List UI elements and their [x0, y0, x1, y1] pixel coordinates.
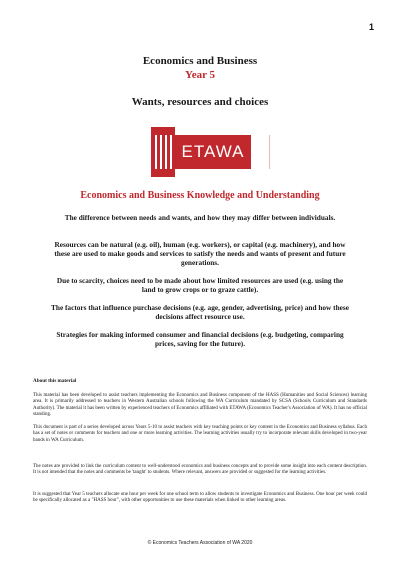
about-paragraph: This document is part of a series developed across Years 5-10 to assist teachers with key teaching points or key content in the Economics and Business syllabus. Each has a set of notes or comments for teachers and one or more learning activities. The learning activities usually try to incorporate relevant skills developed in two-year bands in WA Curriculum.: [33, 425, 367, 443]
etawa-logo: [151, 127, 277, 177]
content-point: The difference between needs and wants, and how they may differ between individuals.: [64, 213, 336, 222]
year-label: Year 5: [184, 69, 216, 81]
about-paragraph: The notes are provided to link the curriculum content to well-understood economics and business concepts and to provide some insight into each content description. It is not intended that the notes and comments be 'taught' to students. Where relevant, answers are provided or suggested for the learning activities.: [33, 464, 367, 476]
content-point: Strategies for making informed consumer and financial decisions (e.g. budgeting, comparing prices, saving for the future).: [56, 330, 344, 348]
logo-mark-icon: [151, 127, 175, 177]
content-point: Resources can be natural (e.g. oil), human (e.g. workers), or capital (e.g. machinery), and how these are used to make goods and services to satisfy the needs and wants of present and future generations.: [54, 240, 346, 267]
content-point: The factors that influence purchase decisions (e.g. age, gender, advertising, price) and how these decisions affect resource use.: [51, 303, 349, 321]
content-point: Due to scarcity, choices need to be made about how limited resources are used (e.g. using the land to grow crops or to graze cattle).: [56, 276, 344, 294]
copyright-footer: © Economics Teachers Association of WA 2020: [147, 540, 253, 546]
logo-text: ETAWA: [175, 135, 251, 169]
about-paragraph: It is suggested that Year 5 teachers allocate one hour per week for one school term to allow students to investigate Economics and Business. One hour per week could be specifically allocated as a "HASS hour", with other opportunities to use these materials when linked to other learning areas.: [33, 492, 367, 504]
document-title: Economics and Business: [142, 55, 258, 67]
logo-divider: [269, 135, 270, 169]
about-paragraph: This material has been developed to assist teachers implementing the Economics and Business component of the HASS (Humanities and Social Sciences) learning area. It is primarily addressed to teachers in Western Australian schools following the WA Curriculum mandated by SCSA (Schools Curriculum and Standards Authority). The material it has been written by experienced teachers of Economics affiliated with ETAWA (Economics Teacher's Association of WA). It has no official standing.: [33, 393, 367, 417]
topic-subtitle: Wants, resources and choices: [131, 96, 269, 108]
page-number: 1: [368, 22, 374, 32]
about-heading: About this material: [33, 378, 77, 384]
section-heading: Economics and Business Knowledge and Understanding: [80, 190, 320, 201]
